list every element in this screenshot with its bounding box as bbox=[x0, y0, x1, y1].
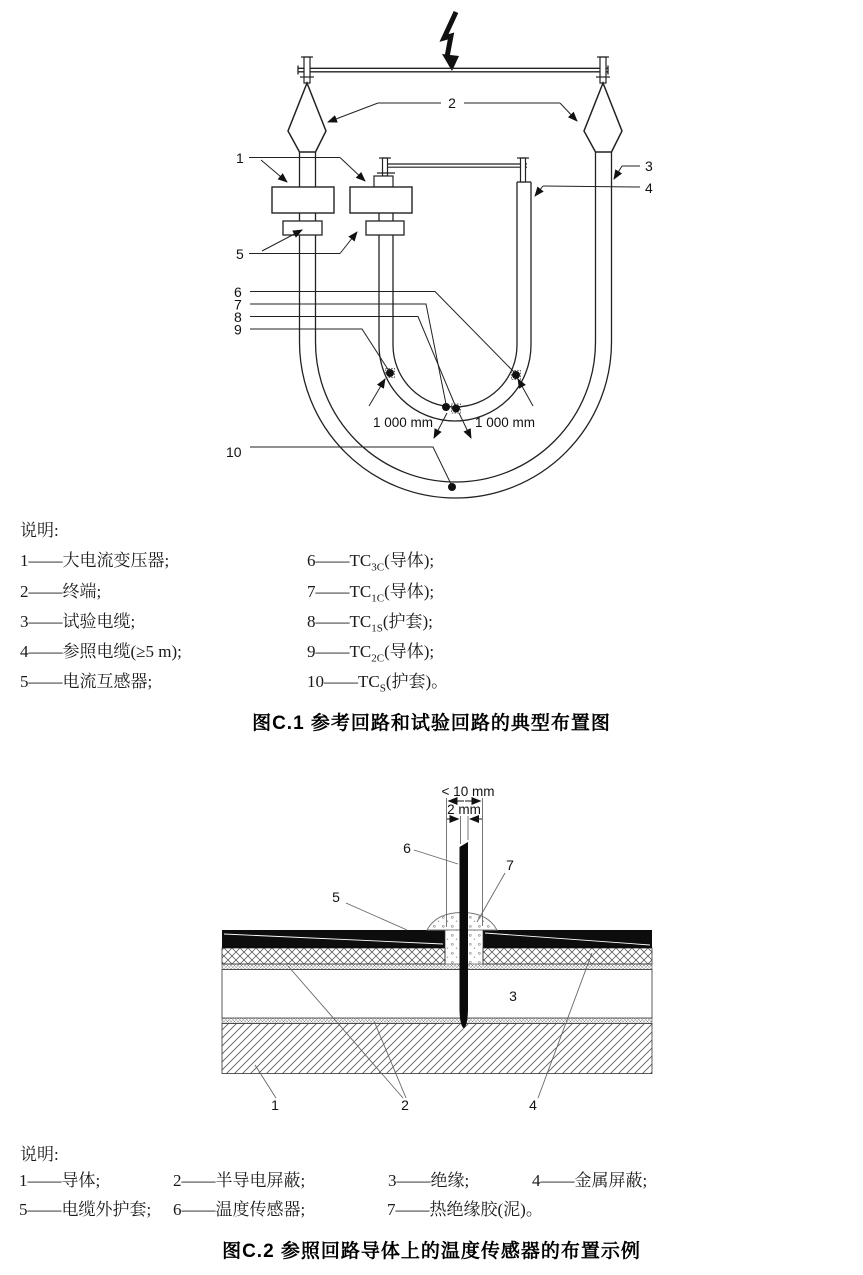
layer-metal-screen-left bbox=[222, 948, 445, 964]
power-feed-lightning-icon bbox=[442, 12, 459, 71]
fig1-label-7: 7 bbox=[234, 296, 242, 313]
layer-semicon-lower bbox=[222, 1018, 652, 1024]
legend-item-7: $7——TC_{1C}$(导体); bbox=[307, 582, 435, 605]
legend-row bbox=[0, 546, 863, 574]
layer-conductor bbox=[222, 1024, 652, 1074]
fig1-label-6: 6 bbox=[234, 284, 242, 300]
legend-row bbox=[0, 1166, 863, 1190]
fig2-label-4: 4 bbox=[529, 1097, 537, 1113]
figure-c1-diagram bbox=[0, 0, 863, 508]
fig2-label-7: 7 bbox=[506, 857, 514, 873]
legend-row bbox=[0, 607, 863, 635]
fig1-label-4: 4 bbox=[645, 180, 653, 196]
transformer-box-2 bbox=[350, 187, 412, 213]
secondary-bus-bar bbox=[377, 158, 529, 182]
legend-item-3: 3——试验电缆; bbox=[20, 612, 136, 631]
legend-item-9: $9——TC_{2C}$(导体); bbox=[307, 642, 435, 665]
legend-item-1: 1——导体; bbox=[19, 1171, 101, 1190]
right-termination bbox=[584, 83, 622, 152]
figure-c1-caption: 图C.1 参考回路和试验回路的典型布置图 bbox=[252, 713, 611, 734]
left-termination bbox=[288, 83, 326, 152]
legend-row bbox=[0, 1195, 863, 1219]
callout-leaders bbox=[249, 103, 640, 484]
legend-item-2: 2——终端; bbox=[20, 582, 102, 601]
fig1-dim-right: 1 000 mm bbox=[474, 415, 536, 430]
temperature-sensor-probe bbox=[460, 842, 469, 1028]
fig1-label-5: 5 bbox=[236, 246, 244, 262]
fig1-label-1: 1 bbox=[236, 150, 244, 166]
legend-title: 说明: bbox=[20, 1145, 59, 1164]
legend-item-5: 5——电缆外护套; bbox=[19, 1200, 152, 1219]
figure-c2-diagram bbox=[0, 780, 863, 1125]
legend-row bbox=[0, 577, 863, 605]
layer-metal-screen-right bbox=[483, 948, 652, 964]
legend-title: 说明: bbox=[20, 521, 59, 540]
cable-layers bbox=[222, 930, 652, 1074]
fig2-label-1: 1 bbox=[271, 1097, 279, 1113]
fig2-dim-hole: < 10 mm bbox=[441, 784, 495, 799]
reference-cable-loop bbox=[379, 182, 531, 421]
fig1-label-10: 10 bbox=[226, 444, 242, 460]
fig1-label-8: 8 bbox=[234, 309, 242, 325]
transformer-stub bbox=[374, 176, 393, 187]
legend-item-10: $10——TC_S$(护套)。 bbox=[307, 672, 449, 695]
current-transformer-1 bbox=[283, 221, 322, 235]
legend-row bbox=[0, 667, 863, 695]
fig1-label-2: 2 bbox=[448, 95, 456, 111]
fig2-label-5: 5 bbox=[332, 889, 340, 905]
test-cable-loop bbox=[300, 152, 612, 498]
legend-item-7: 7——热绝缘胶(泥)。 bbox=[387, 1200, 543, 1219]
legend-item-1: 1——大电流变压器; bbox=[20, 551, 170, 570]
fig1-label-3: 3 bbox=[645, 158, 653, 174]
legend-row bbox=[0, 637, 863, 665]
fig2-label-3: 3 bbox=[509, 988, 517, 1004]
legend-item-4: 4——参照电缆(≥5 m); bbox=[20, 642, 182, 661]
legend-item-5: 5——电流互感器; bbox=[20, 672, 153, 691]
fig2-label-6: 6 bbox=[403, 840, 411, 856]
legend-item-3: 3——绝缘; bbox=[388, 1171, 470, 1190]
legend-item-6: $6——TC_{3C}$(导体); bbox=[307, 551, 435, 574]
fig2-label-2: 2 bbox=[401, 1097, 409, 1113]
fig1-dim-left: 1 000 mm bbox=[372, 415, 434, 430]
layer-insulation bbox=[222, 970, 652, 1019]
legend-item-2: 2——半导电屏蔽; bbox=[173, 1171, 306, 1190]
fig1-label-9: 9 bbox=[234, 321, 242, 338]
transformer-box-1 bbox=[272, 187, 334, 213]
legend-item-6: 6——温度传感器; bbox=[173, 1200, 306, 1219]
figure-c2-caption: 图C.2 参照回路导体上的温度传感器的布置示例 bbox=[222, 1241, 641, 1262]
legend-item-4: 4——金属屏蔽; bbox=[532, 1171, 648, 1190]
fig2-dim-probe: 2 mm bbox=[447, 802, 481, 817]
legend-item-8: $8——TC_{1S}$(护套); bbox=[307, 612, 433, 635]
current-transformer-2 bbox=[366, 221, 404, 235]
